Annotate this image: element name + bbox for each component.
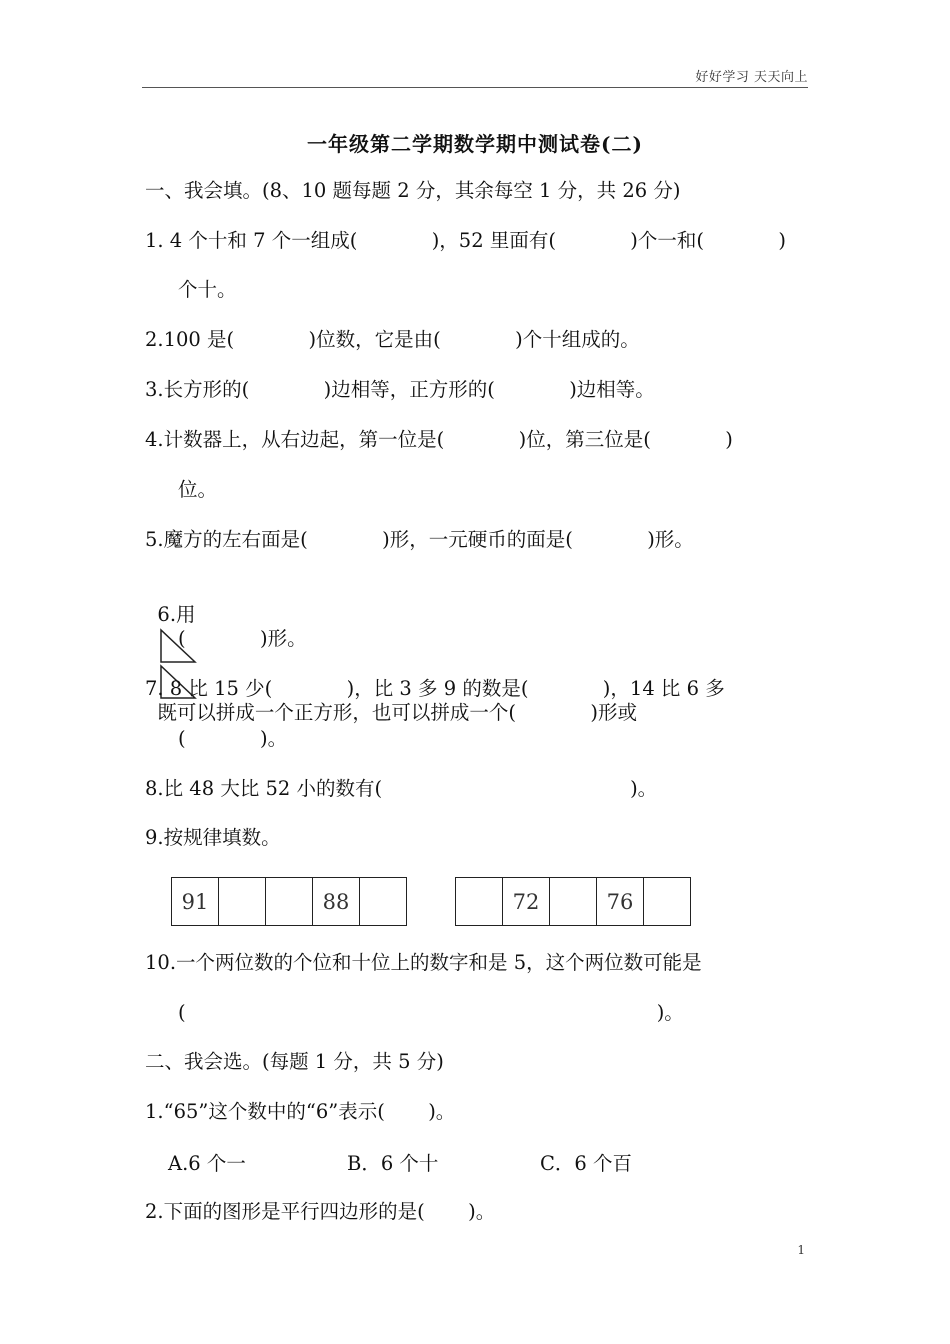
page-number: 1 (797, 1243, 805, 1257)
sequence-cell: 88 (313, 878, 360, 926)
option-c: C．6 个百 (540, 1152, 633, 1175)
sequence-cell (360, 878, 407, 926)
question-4-line1: 4.计数器上，从右边起，第一位是( )位，第三位是( ) (145, 428, 733, 451)
page-title: 一年级第二学期数学期中测试卷(二) (307, 132, 643, 156)
section1-heading: 一、我会填。(8、10 题每题 2 分，其余每空 1 分，共 26 分) (145, 179, 681, 202)
sequence-cell (266, 878, 313, 926)
sequence-cell (644, 878, 691, 926)
question-4-line2: 位。 (178, 478, 218, 501)
question-5: 5.魔方的左右面是( )形，一元硬币的面是( )形。 (145, 528, 694, 551)
number-sequence-2 (455, 877, 691, 926)
sequence-cell: 76 (597, 878, 644, 926)
question-10-line2: ( )。 (178, 1001, 684, 1024)
header-divider (142, 87, 808, 88)
sequence-cell: 72 (503, 878, 550, 926)
question-6-prefix: 6.用 (157, 603, 196, 626)
sequence-cell: 91 (172, 878, 219, 926)
question-7-line2: ( )。 (178, 727, 288, 750)
sequence-cell (550, 878, 597, 926)
question-9: 9.按规律填数。 (145, 826, 281, 849)
sequence-cell (219, 878, 266, 926)
question-1-line2: 个十。 (178, 278, 237, 301)
question-6-line2: ( )形。 (178, 627, 307, 650)
question-6-suffix: 既可以拼成一个正方形，也可以拼成一个( )形或 (157, 701, 638, 724)
choice-question-1: 1.“65”这个数中的“6”表示( )。 (145, 1100, 456, 1123)
question-3: 3.长方形的( )边相等，正方形的( )边相等。 (145, 378, 655, 401)
header-motto: 好好学习 天天向上 (695, 70, 808, 85)
question-1-line1: 1. 4 个十和 7 个一组成( )，52 里面有( )个一和( ) (145, 229, 787, 252)
question-2: 2.100 是( )位数，它是由( )个十组成的。 (145, 328, 640, 351)
number-sequence-1 (171, 877, 407, 926)
section2-heading: 二、我会选。(每题 1 分，共 5 分) (145, 1050, 444, 1073)
choice-question-2: 2.下面的图形是平行四边形的是( )。 (145, 1200, 496, 1223)
option-a: A.6 个一 (168, 1152, 246, 1175)
option-b: B．6 个十 (347, 1152, 439, 1175)
sequence-cell (456, 878, 503, 926)
question-8: 8.比 48 大比 52 小的数有( )。 (145, 777, 658, 800)
question-10-line1: 10.一个两位数的个位和十位上的数字和是 5，这个两位数可能是 (145, 951, 702, 974)
question-7-line1: 7. 8 比 15 少( )，比 3 多 9 的数是( )，14 比 6 多 (145, 677, 725, 700)
